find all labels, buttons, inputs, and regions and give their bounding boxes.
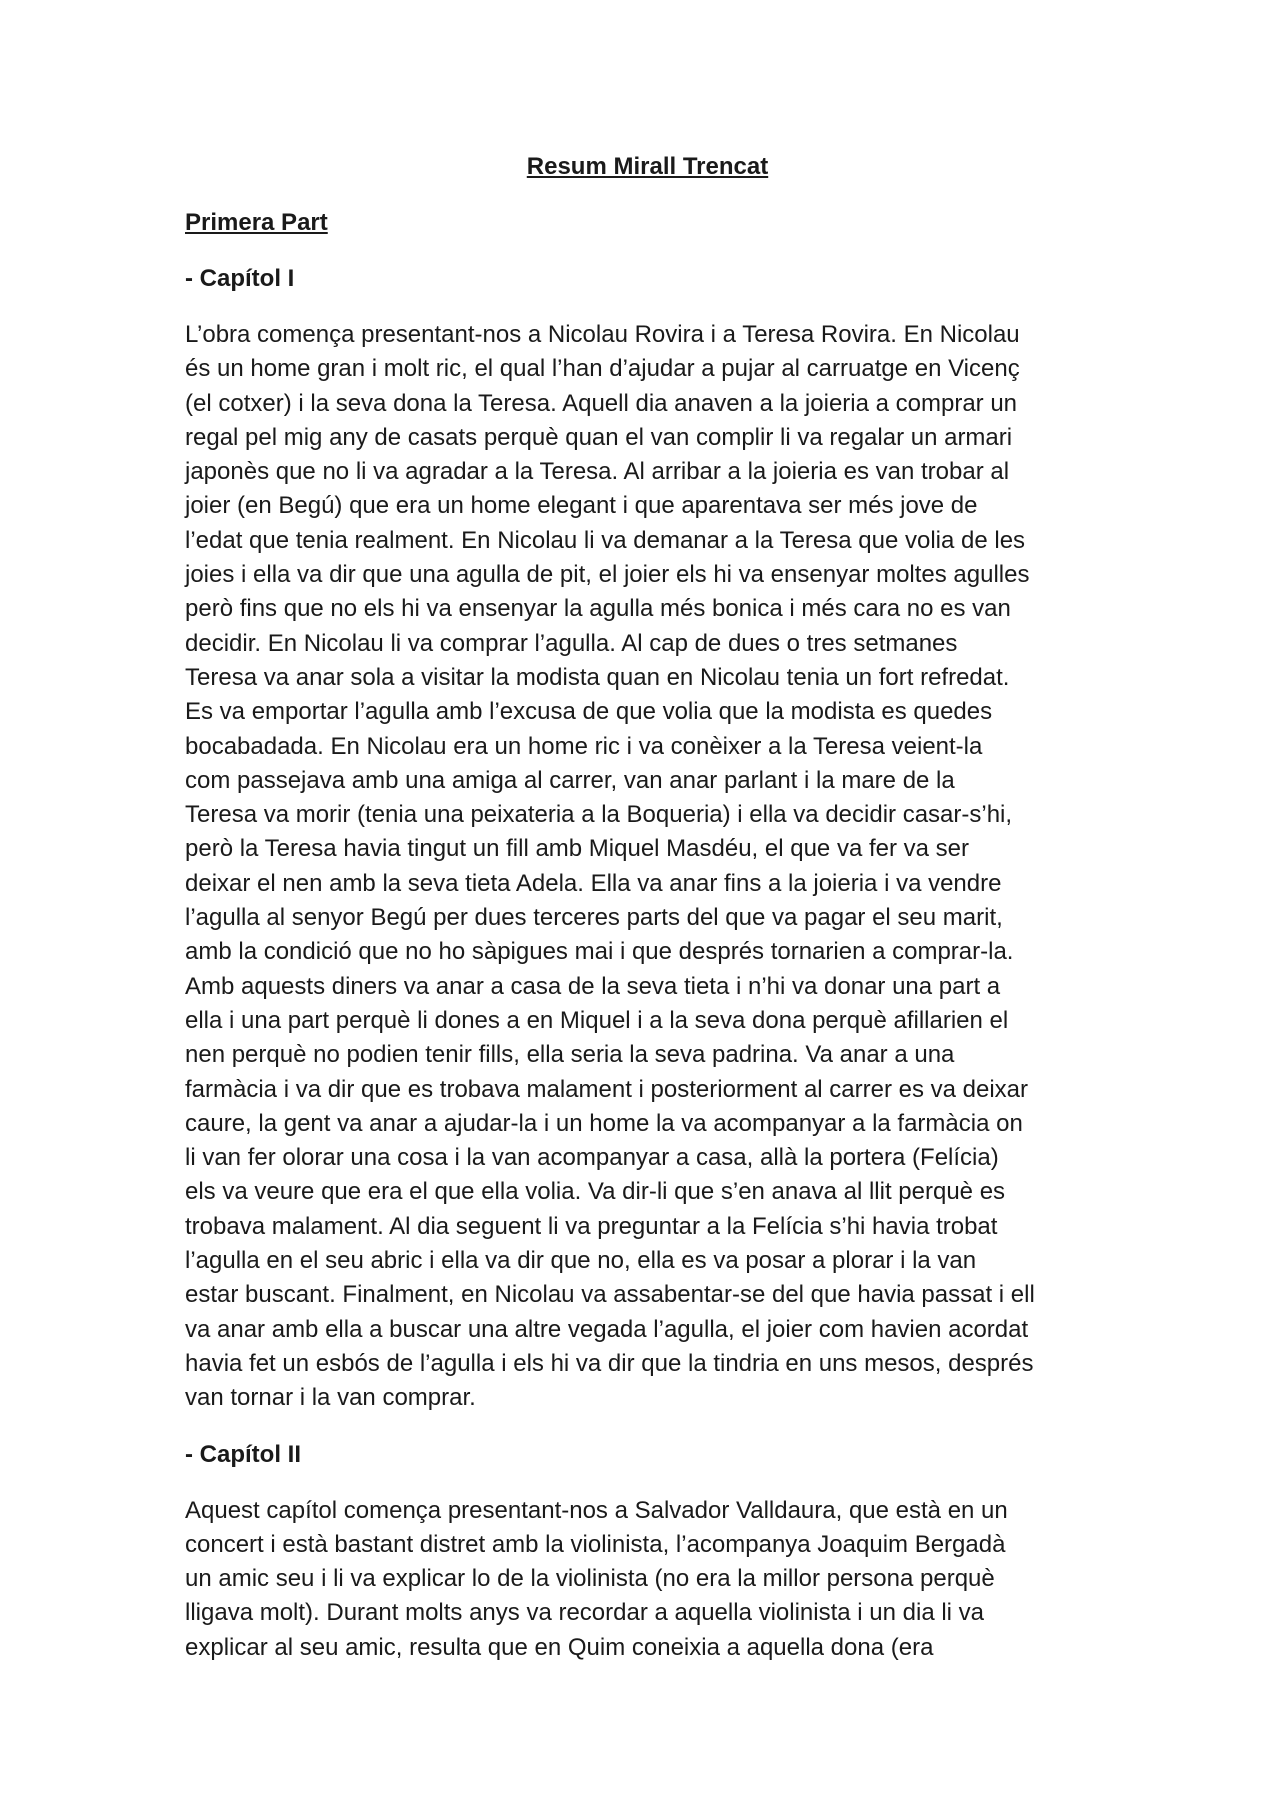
document-title: Resum Mirall Trencat — [526, 153, 769, 180]
chapter-heading: - Capítol I — [185, 265, 295, 292]
chapter-heading: - Capítol II — [185, 1440, 301, 1468]
chapter-paragraph: Aquest capítol comença presentant-nos a Salvador Valldaura, que està en un concert i està bastant distret amb la violinista, l’acompanya Joaquim Bergadà un amic seu i li va explicar lo de la violinista (no era la millor persona perquè lligava molt). Durant molts anys va recordar a aquella violinista i un dia li va explicar al seu amic, resulta que en Quim coneixia a aquella dona (era — [185, 1496, 1008, 1661]
chapter-paragraph: L’obra comença presentant-nos a Nicolau Rovira i a Teresa Rovira. En Nicolau és un home gran i molt ric, el qual l’han d’ajudar a pujar al carruatge en Vicenç (el cotxer) i la seva dona la Teresa. Aquell dia anaven a la joieria a comprar un regal pel mig any de casats perquè quan el van complir li va regalar un armari japonès que no li va agradar a la Teresa. Al arribar a la joieria es van trobar al joier (en Begú) que era un home elegant i que aparentava ser més jove de l’edat que tenia realment. En Nicolau li va demanar a la Teresa que volia de les joies i ella va dir que una agulla de pit, el joier els hi va ensenyar moltes agulles però fins que no els hi va ensenyar la agulla més bonica i més cara no es van decidir. En Nicolau li va comprar l’agulla. Al cap de dues o tres setmanes Teresa va anar sola a visitar la modista quan en Nicolau tenia un fort refredat. Es va emportar l’agulla amb l’excusa de que volia que la modista es quedes bocabadada. En Nicolau era un home ric i va conèixer a la Teresa veient-la com passejava amb una amiga al carrer, van anar parlant i la mare de la Teresa va morir (tenia una peixateria a la Boqueria) i ella va decidir casar-s’hi, però la Teresa havia tingut un fill amb Miquel Masdéu, el que va fer va ser deixar el nen amb la seva tieta Adela. Ella va anar fins a la joieria i va vendre l’agulla al senyor Begú per dues terceres parts del que va pagar el seu marit, amb la condició que no ho sàpigues mai i que després tornarien a comprar-la. Amb aquests diners va anar a casa de la seva tieta i n’hi va donar una part a ella i una part perquè li dones a en Miquel i a la seva dona perquè afillarien el nen perquè no podien tenir fills, ella seria la seva padrina. Va anar a una farmàcia i va dir que es trobava malament i posteriorment al carrer es va deixar caure, la gent va anar a ajudar-la i un home la va acompanyar a la farmàcia on li van fer olorar una cosa i la van acompanyar a casa, allà la portera (Felícia) els va veure que era el que ella volia. Va dir-li que s’en anava al llit perquè es trobava malament. Al dia seguent li va preguntar a la Felícia s’hi havia trobat l’agulla en el seu abric i ella va dir que no, ella es va posar a plorar i la van estar buscant. Finalment, en Nicolau va assabentar-se del que havia passat i ell va anar amb ella a buscar una altre vegada l’agulla, el joier com havien acordat havia fet un esbós de l’agulla i els hi va dir que la tindria en uns mesos, després van tornar i la van comprar. — [185, 321, 1035, 1412]
part-heading: Primera Part — [185, 209, 328, 236]
document-content — [185, 150, 1110, 1687]
